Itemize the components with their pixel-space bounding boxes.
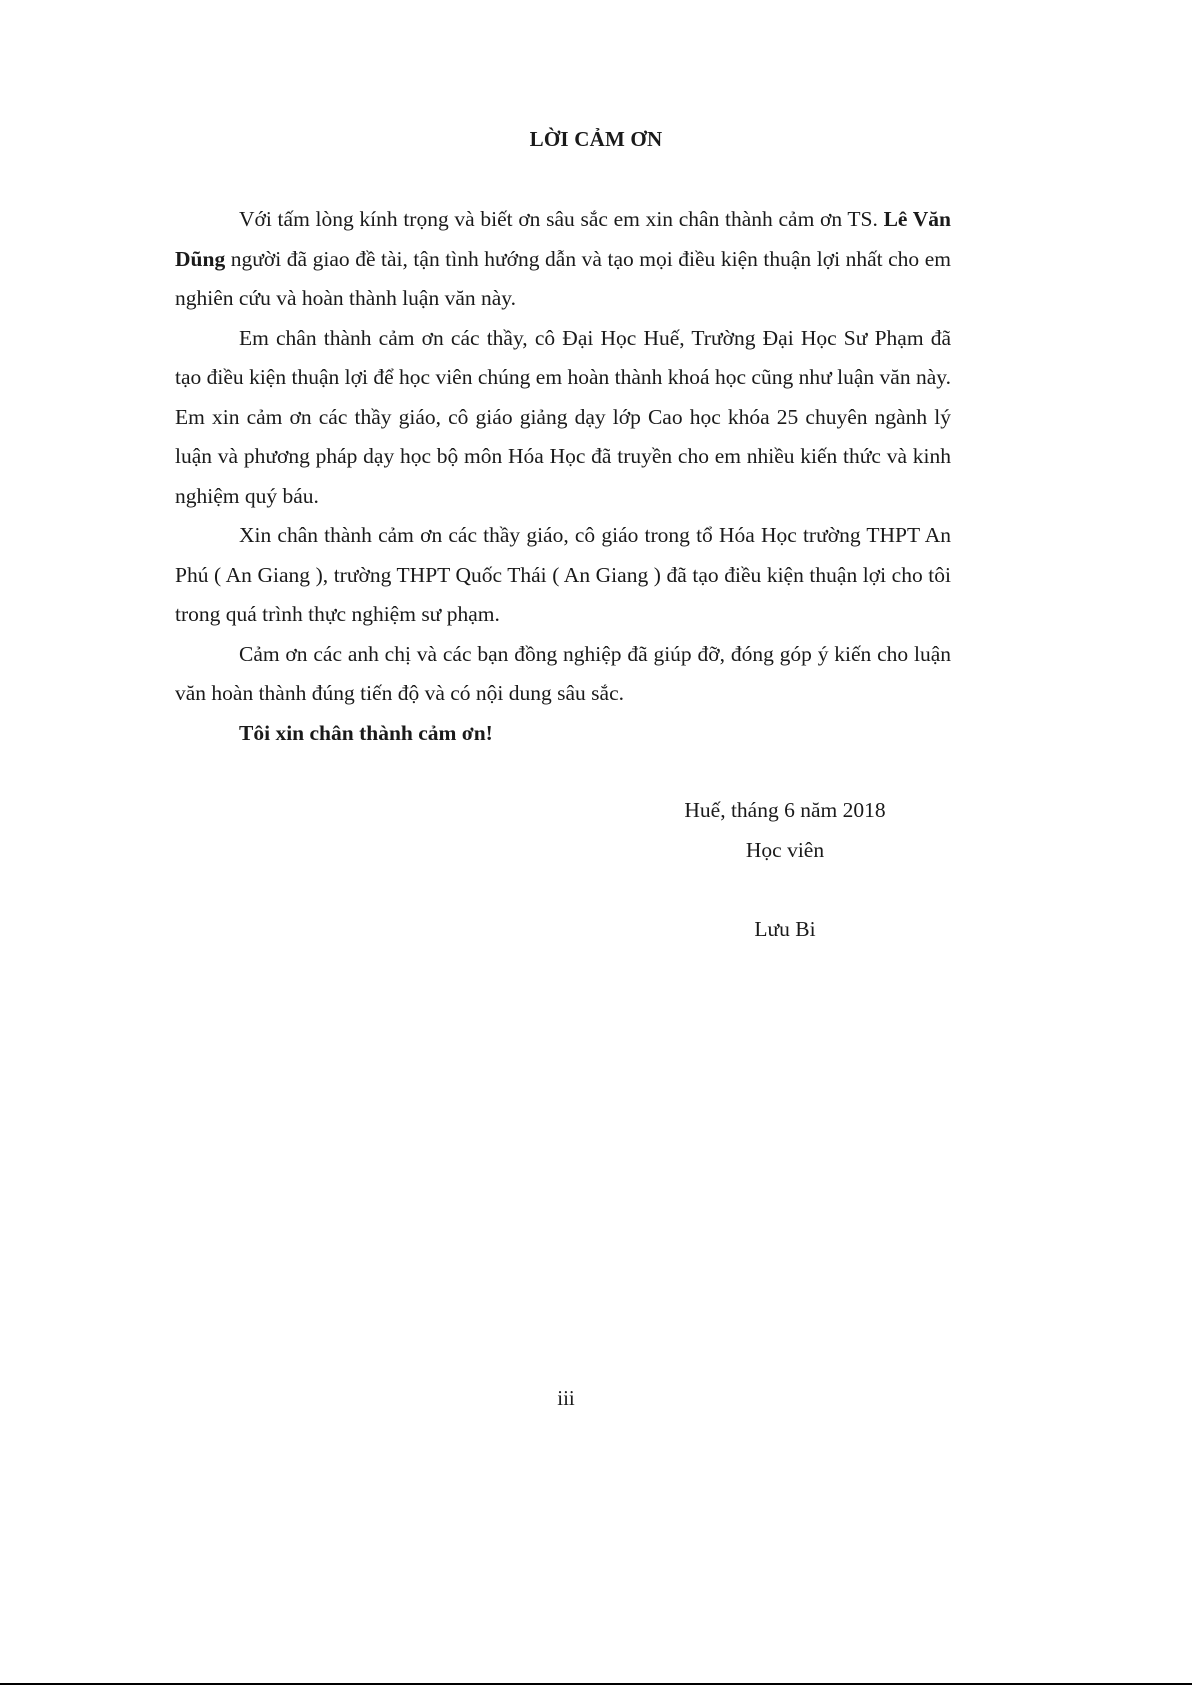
page-number: iii [557, 1386, 575, 1410]
signature-date: Huế, tháng 6 năm 2018 [684, 798, 886, 822]
paragraph-acknowledgement-university: Em chân thành cảm ơn các thầy, cô Đại Học Huế, Trường Đại Học Sư Phạm đã tạo điều kiện thuận lợi để học viên chúng em hoàn thành khoá học cũng như luận văn này. Em xin cảm ơn các thầy giáo, cô giáo giảng dạy lớp Cao học khóa 25 chuyên ngành lý luận và phương pháp dạy học bộ môn Hóa Học đã truyền cho em nhiều kiến thức và kinh nghiệm quý báu. [175, 325, 951, 508]
paragraph-acknowledgement-colleagues: Cảm ơn các anh chị và các bạn đồng nghiệp đã giúp đỡ, đóng góp ý kiến cho luận văn hoàn thành đúng tiến độ và có nội dung sâu sắc. [175, 641, 951, 705]
page-title: LỜI CẢM ƠN [529, 127, 663, 151]
signature-name: Lưu Bi [754, 917, 816, 941]
closing-line: Tôi xin chân thành cảm ơn! [239, 720, 493, 745]
signature-role: Học viên [745, 838, 825, 862]
paragraph-acknowledgement-supervisor [175, 200, 951, 319]
supervisor-name: Lê Văn Dũng [175, 207, 951, 271]
document-body [175, 200, 951, 753]
paragraph-text: người đã giao đề tài, tận tình hướng dẫn và tạo mọi điều kiện thuận lợi nhất cho em nghiên cứu và hoàn thành luận văn này. [175, 246, 951, 310]
paragraph-text: Với tấm lòng kính trọng và biết ơn sâu sắc em xin chân thành cảm ơn TS. [239, 207, 884, 231]
paragraph-acknowledgement-schools: Xin chân thành cảm ơn các thầy giáo, cô giáo trong tổ Hóa Học trường THPT An Phú ( An Giang ), trường THPT Quốc Thái ( An Giang ) đã tạo điều kiện thuận lợi cho tôi trong quá trình thực nghiệm sư phạm. [175, 523, 951, 626]
